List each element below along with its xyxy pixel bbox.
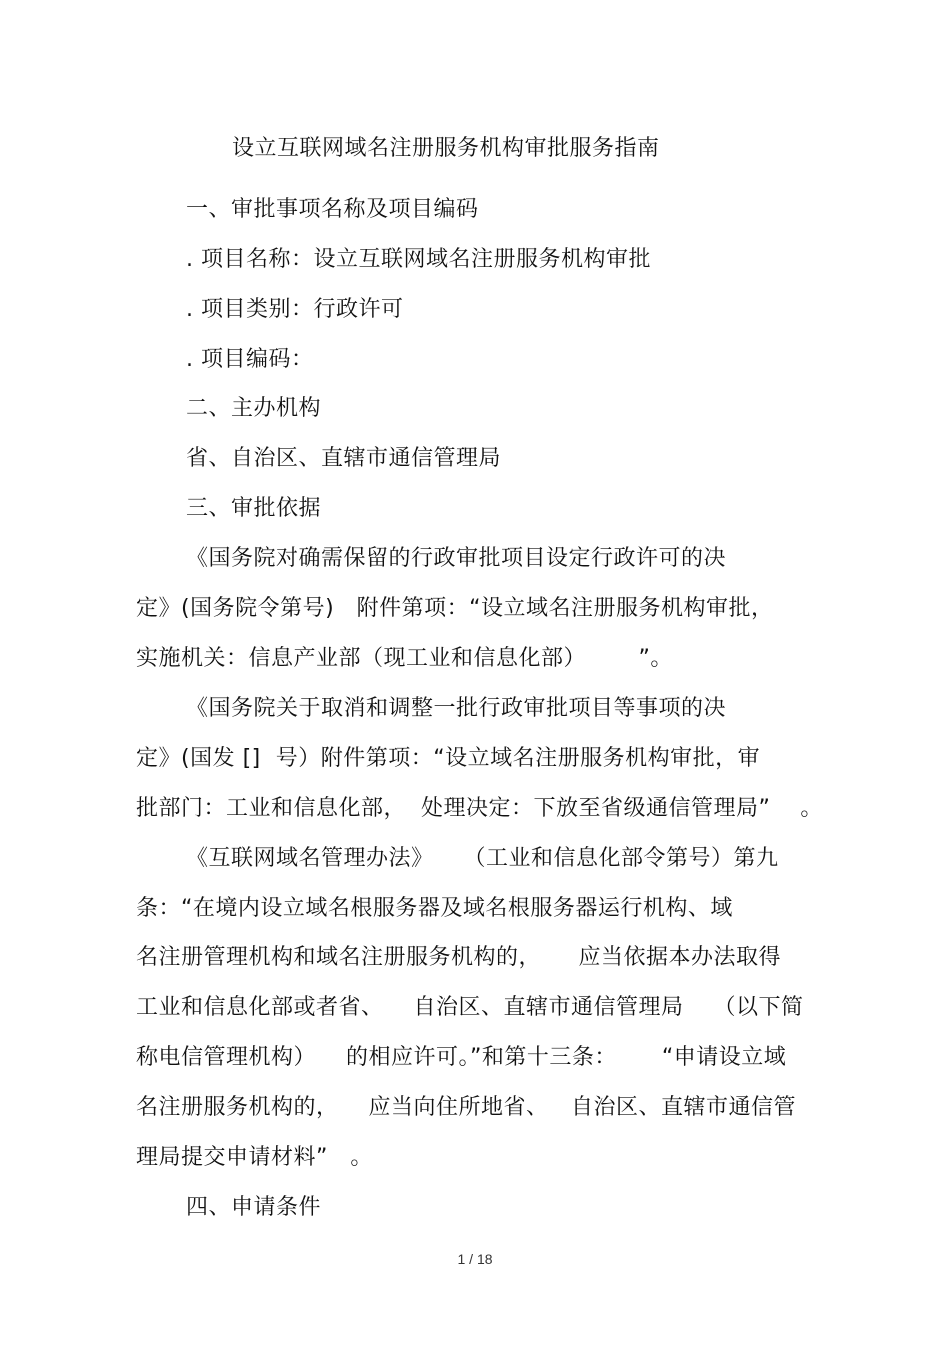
basis-paragraph-1-line-3: 实施机关：信息产业部（现工业和信息化部） ”。 [136, 646, 673, 671]
document-title: 设立互联网域名注册服务机构审批服务指南 [232, 136, 660, 161]
basis-paragraph-3-line-4: 工业和信息化部或者省、 自治区、直辖市通信管理局 （以下简 [136, 995, 804, 1020]
item-project-name: . 项目名称：设立互联网域名注册服务机构审批 [186, 247, 651, 272]
item-project-code: . 项目编码： [186, 347, 314, 372]
page-number: 1 / 18 [457, 1251, 493, 1267]
basis-paragraph-2-line-2: 定》(国发 [] 号）附件第项：“设立域名注册服务机构审批，审 [136, 746, 761, 771]
basis-paragraph-3-line-5: 称电信管理机构） 的相应许可。”和第十三条： “申请设立域 [136, 1045, 787, 1070]
section-1-heading: 一、审批事项名称及项目编码 [186, 197, 479, 222]
basis-paragraph-1-line-2: 定》(国务院令第号) 附件第项：“设立域名注册服务机构审批， [136, 596, 774, 621]
basis-paragraph-2-line-1: 《国务院关于取消和调整一批行政审批项目等事项的决 [186, 696, 727, 721]
basis-paragraph-3-line-2: 条：“在境内设立域名根服务器及域名根服务器运行机构、域 [136, 896, 733, 921]
section-3-heading: 三、审批依据 [186, 496, 322, 521]
section-2-heading: 二、主办机构 [186, 396, 322, 421]
basis-paragraph-3-line-7: 理局提交申请材料” 。 [136, 1145, 373, 1170]
basis-paragraph-3-line-1: 《互联网域名管理办法》 （工业和信息化部令第号）第九 [186, 846, 779, 871]
item-project-category: . 项目类别：行政许可 [186, 297, 404, 322]
basis-paragraph-2-line-3: 批部门：工业和信息化部， 处理决定：下放至省级通信管理局” 。 [136, 796, 823, 821]
basis-paragraph-3-line-3: 名注册管理机构和域名注册服务机构的， 应当依据本办法取得 [136, 945, 781, 970]
section-4-heading: 四、申请条件 [186, 1195, 322, 1220]
basis-paragraph-1-line-1: 《国务院对确需保留的行政审批项目设定行政许可的决 [186, 546, 727, 571]
basis-paragraph-3-line-6: 名注册服务机构的， 应当向住所地省、 自治区、直辖市通信管 [136, 1095, 796, 1120]
section-2-body: 省、自治区、直辖市通信管理局 [186, 446, 502, 471]
